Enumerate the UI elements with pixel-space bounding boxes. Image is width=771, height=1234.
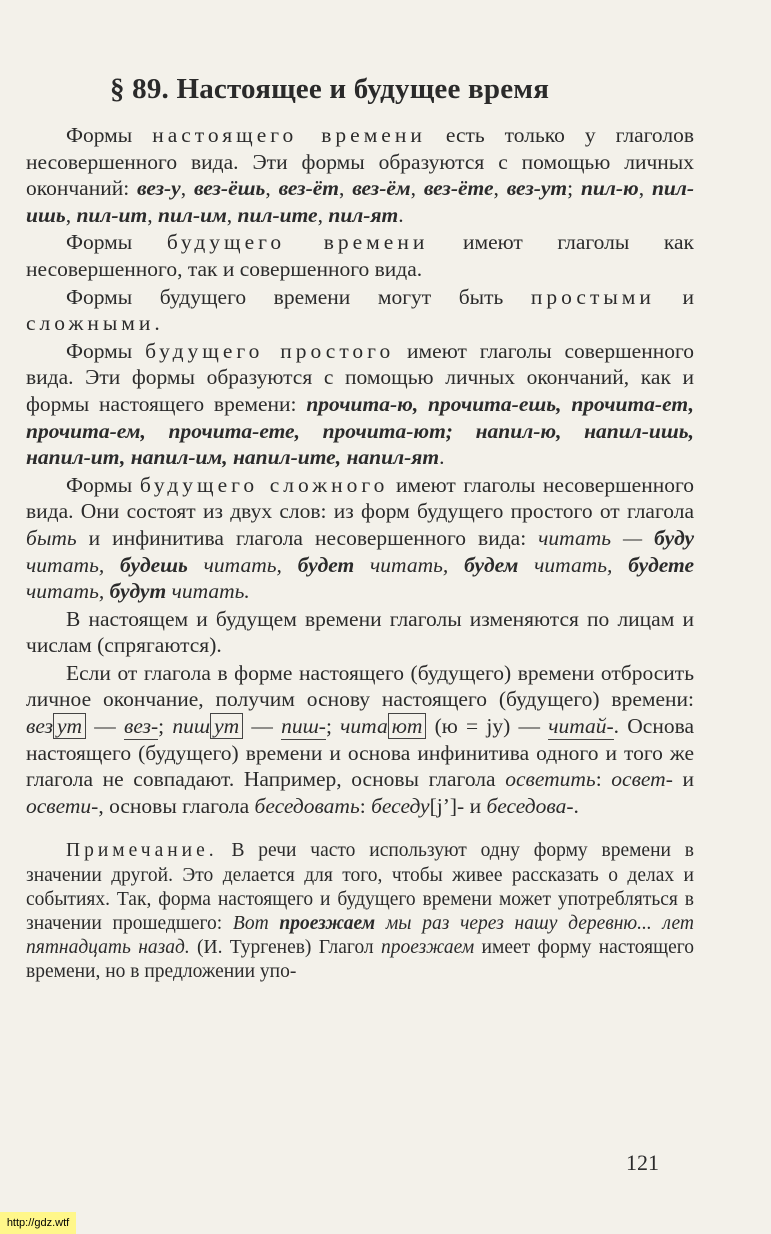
paragraph-future-tense: Формы будущего времени имеют глаголы как несовершенного, так и совершенного вида. — [26, 230, 694, 281]
paragraph-stem: Если от глагола в форме настоящего (будущего) времени отбросить личное окончание, получим основу настоящего (будущего) времени: вез ут — вез-; пиш ут — пиш-; чита ют (ю = jу) — читай-. Основа настоящего (будущего) времени и основа инфинитива одного и того же глагола не совпадают. Например, основы глагола осветить: освет- и освети-, основы глагола беседовать: беседу[j’]- и беседова-. — [26, 660, 694, 818]
example-forms: прочита-ю, прочита-ешь, прочита-ет, прочита-ем, прочита-ете, прочита-ют; напил-ю, напил-ишь, напил-ит, напил-им, напил-ите, напил-ят — [26, 391, 694, 470]
note-label: Примечание. — [66, 840, 218, 862]
paragraph-present-tense: Формы настоящего времени есть только у глаголов несовершенного вида. Эти формы образуются с помощью личных окончаний: вез-у, вез-ёшь, вез-ёт, вез-ём, вез-ёте, вез-ут; пил-ю, пил-ишь, пил-ит, пил-им, пил-ите, пил-ят. — [26, 123, 695, 227]
stem-underline: пиш- — [281, 714, 326, 739]
main-text — [26, 122, 694, 819]
stem-underline: вез- — [124, 714, 159, 739]
paragraph-future-compound: Формы будущего сложного имеют глаголы несовершенного вида. Они состоят из двух слов: из форм будущего простого от глагола быть и инфинитива глагола несовершенного вида: читать — буду читать, будешь читать, будет читать, будем читать, будете читать, будут читать. — [26, 472, 695, 604]
paragraph-conjugation: В настоящем и будущем времени глаголы изменяются по лицам и числам (спрягаются). — [26, 606, 694, 658]
ending-box: ют — [388, 713, 427, 739]
stem-underline: читай- — [548, 714, 614, 739]
paragraph-simple-compound: Формы будущего времени могут быть простыми и сложными. — [26, 284, 694, 336]
paragraph-future-simple: Формы будущего простого имеют глаголы совершенного вида. Эти формы образуются с помощью личных окончаний, как и формы настоящего времени: прочита-ю, прочита-ешь, прочита-ет, прочита-ем, прочита-ете, прочита-ют; напил-ю, напил-ишь, напил-ит, напил-им, напил-ите, напил-ят. — [26, 338, 694, 470]
textbook-page — [26, 70, 694, 986]
spaced-term: будущего времени — [166, 230, 429, 255]
ending-box: ут — [53, 713, 86, 739]
section-heading: § 89. Настоящее и будущее время — [110, 73, 550, 105]
watermark-link[interactable]: http://gdz.wtf — [0, 1212, 76, 1234]
spaced-term: настоящего времени — [152, 123, 426, 147]
page-number: 121 — [626, 1150, 659, 1175]
note-block: Примечание. В речи часто используют одну форму времени в значении другой. Это делается для того, чтобы живее рассказать о делах и событиях. Так, форма настоящего и будущего времени может употребляться в значении прошедшего: Вот проезжаем мы раз через нашу деревню... лет пятнадцать назад. (И. Тургенев) Глагол проезжаем имеет форму настоящего времени, но в предложении упо- — [26, 840, 694, 983]
ending-box: ут — [210, 713, 243, 739]
